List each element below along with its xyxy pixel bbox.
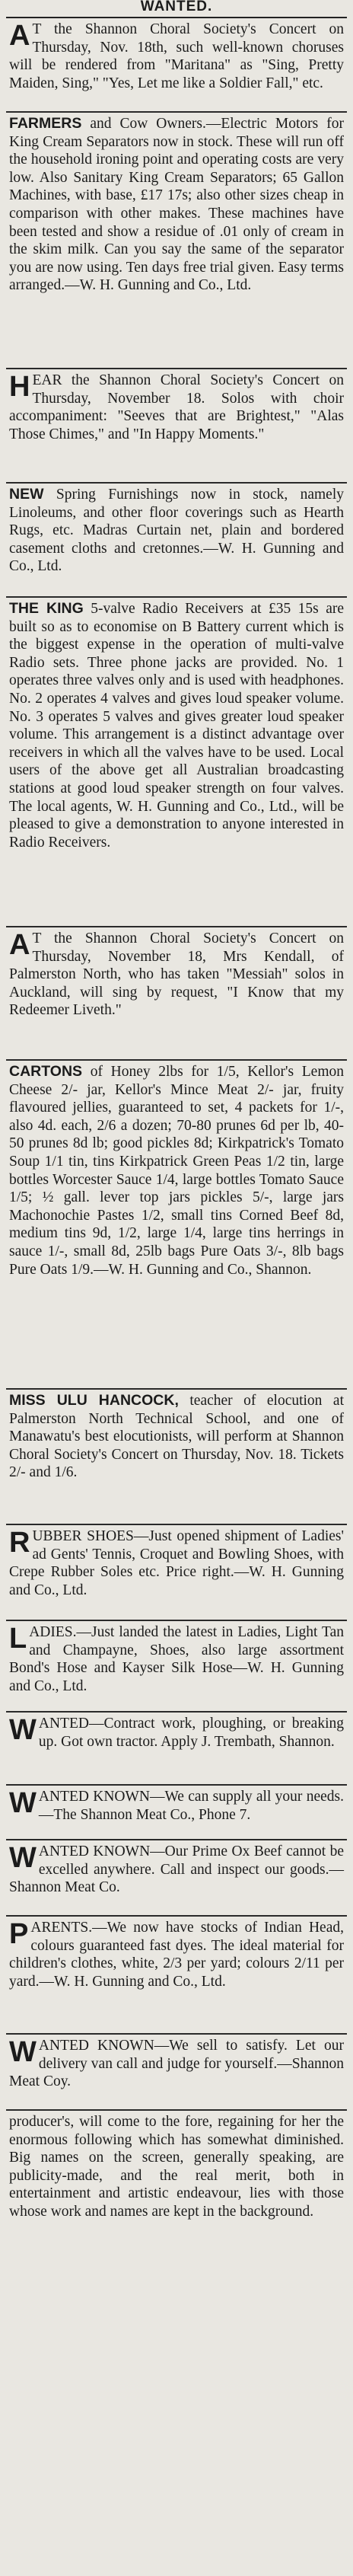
ad-text bbox=[9, 1843, 344, 1897]
ad-miss-hancock bbox=[6, 1390, 347, 1525]
ad-rubber-shoes bbox=[6, 1525, 347, 1621]
drop-cap: W bbox=[9, 2036, 37, 2068]
drop-cap: P bbox=[9, 1918, 29, 1950]
ad-body: and Cow Owners.—Electric Motors for King Cream Separators now in stock. These will run off the household ironing point and operating costs are very low. Also Sanitary King Cream Separators; 65 Gallon Machines, with base, £17 17s; also other sizes cheap in comparison with other makes. These machines have been tested and show a residue of .01 only of cream in the skim milk. Can you say the same of the separator you are now using. Ten days free trial given. Easy terms arranged.—W. H. Gunning and Co., Ltd. bbox=[9, 116, 344, 294]
ad-text bbox=[9, 1623, 344, 1695]
ad-spring-furnishings bbox=[6, 484, 347, 598]
ad-text bbox=[9, 486, 344, 576]
drop-cap: W bbox=[9, 1714, 37, 1746]
ad-meat-supply bbox=[6, 1786, 347, 1840]
drop-cap: W bbox=[9, 1787, 37, 1819]
ad-choral-messiah bbox=[6, 927, 347, 1061]
ad-lead: FARMERS bbox=[9, 115, 82, 132]
ad-text bbox=[9, 115, 344, 295]
article-continuation bbox=[6, 2111, 347, 2225]
ad-body: T the Shannon Choral Society's Concert on Thursday, Nov. 18th, such well-known choruses will be rendered from "Maritana" as "Sing, Pretty Maiden, Sing," "Yes, Let me like a Soldier Fall," etc. bbox=[9, 21, 344, 91]
ad-groceries bbox=[6, 1061, 347, 1390]
ad-body: ANTED—Contract work, ploughing, or breaking up. Got own tractor. Apply J. Trembath, Shannon. bbox=[38, 1716, 344, 1750]
ad-text bbox=[9, 1392, 344, 1482]
ad-lead: CARTONS bbox=[9, 1063, 83, 1080]
ad-body: Spring Furnishings now in stock, namely Linoleums, and other floor coverings such as Hearth Rugs, etc. Madras Curtain net, plain and bordered casement cloths and cretonnes.—W. H. Gunning and Co., Ltd. bbox=[9, 487, 345, 575]
section-header: WANTED. bbox=[140, 0, 213, 14]
ad-king-radio bbox=[6, 598, 347, 927]
drop-cap: L bbox=[9, 1623, 27, 1655]
ad-text bbox=[9, 21, 344, 92]
ad-ox-beef bbox=[6, 1840, 347, 1917]
drop-cap: A bbox=[9, 929, 30, 961]
ad-body: EAR the Shannon Choral Society's Concert on Thursday, November 18. Solos with choir accompaniment: "Seeves that are Brightest," "Alas Those Chimes," and "In Happy Moments." bbox=[9, 372, 344, 442]
ad-body: ARENTS.—We now have stocks of Indian Head, colours guaranteed fast dyes. The ideal material for children's clothes, white, 2/3 per yard; colours 2/11 per yard.—W. H. Gunning and Co., Ltd. bbox=[9, 1920, 344, 1990]
ad-cream-separators bbox=[6, 113, 347, 369]
ad-body: T the Shannon Choral Society's Concert on Thursday, November 18, Mrs Kendall, of Palmerston North, who has taken "Messiah" solos in Auckland, will sing by request, "I Know that my Redeemer Liveth." bbox=[9, 930, 344, 1019]
ad-text bbox=[9, 2113, 344, 2221]
ad-lead: NEW bbox=[9, 486, 44, 503]
ad-body: UBBER SHOES—Just opened shipment of Ladies' ad Gents' Tennis, Croquet and Bowling Shoes, with Crepe Rubber Soles etc. Price right.—W. H. Gunning and Co., Ltd. bbox=[9, 1528, 344, 1598]
drop-cap: H bbox=[9, 371, 30, 403]
drop-cap: W bbox=[9, 1842, 37, 1874]
drop-cap: A bbox=[9, 20, 30, 52]
ad-text bbox=[9, 1527, 344, 1599]
ad-text bbox=[9, 1715, 344, 1751]
ad-body: ANTED KNOWN—Our Prime Ox Beef cannot be excelled anywhere. Call and inspect our goods.—Shannon Meat Co. bbox=[9, 1843, 344, 1896]
ad-body: of Honey 2lbs for 1/5, Kellor's Lemon Cheese 2/- jar, Kellor's Mince Meat 2/- jar, fruity flavoured jellies, guaranteed to set, 4 packets for 1/-, also 4d. each, 2/6 a dozen; 70-80 prunes 6d per lb, 40-50 prunes 8d lb; good pickles 8d; Kirkpatrick's Tomato Soup 1/1 tin, tins Kirkpatrick Green Peas 1/2 tin, large bottles Worcester Sauce 1/4, large bottles Tomato Sauce 1/5; ½ gall. lever top jars pickles 5/-, large jars Machonochie Pastes 1/2, small tins Corned Beef 8d, medium tins 9d, 1/2, large 1/4, large tins herrings in sauce 1/-, small 8d, 25lb bags Pure Oats 3/-, 8lb bags Pure Oats 1/9.—W. H. Gunning and Co., Shannon. bbox=[9, 1064, 345, 1278]
ad-text bbox=[9, 930, 344, 1020]
ad-text bbox=[9, 1063, 344, 1278]
ad-body: 5-valve Radio Receivers at £35 15s are built so as to economise on B Battery current which is the biggest expense in the operation of multi-valve Radio sets. Three phone jacks are provided. No. 1 operates three valves only and is used with headphones. No. 2 operates 4 valves and gives loud speaker volume. No. 3 operates 5 valves and gives greater loud speaker volume. This arrangement is a distinct advantage over receivers in which all the valves have to be used. Local users of the above get all Australian broadcasting stations at good loud speaker strength on four valves. The local agents, W. H. Gunning and Co., Ltd., will be pleased to give a demonstration to anyone interested in Radio Receivers. bbox=[9, 601, 345, 851]
ad-body: ANTED KNOWN—We sell to satisfy. Let our delivery van call and judge for yourself.—Shannon Meat Coy. bbox=[9, 2038, 344, 2090]
ad-choral-maritana bbox=[6, 18, 347, 113]
ad-text bbox=[9, 600, 344, 851]
ad-body: ADIES.—Just landed the latest in Ladies, Light Tan and Champayne, Shoes, also large assortment Bond's Hose and Kayser Silk Hose—W. H. Gunning and Co., Ltd. bbox=[9, 1624, 344, 1694]
ad-contract-work bbox=[6, 1713, 347, 1786]
ad-indian-head bbox=[6, 1917, 347, 2035]
ad-text bbox=[9, 372, 344, 443]
ad-text bbox=[9, 1919, 344, 1990]
ad-ladies-shoes bbox=[6, 1621, 347, 1713]
drop-cap: R bbox=[9, 1527, 30, 1559]
ad-lead: THE KING bbox=[9, 600, 84, 617]
ad-body: producer's, will come to the fore, regaining for her the enormous following which has somewhat diminished. Big names on the screen, generally speaking, are publicity-made, and the real merit, both in entertainment and artistic endeavour, lies with those whose work and names are kept in the background. bbox=[9, 2114, 344, 2220]
ad-body: ANTED KNOWN—We can supply all your needs.—The Shannon Meat Co., Phone 7. bbox=[38, 1789, 344, 1823]
ad-text bbox=[9, 2037, 344, 2091]
ad-text bbox=[9, 1788, 344, 1824]
ad-lead: MISS ULU HANCOCK, bbox=[9, 1392, 179, 1409]
ad-meat-delivery bbox=[6, 2035, 347, 2111]
ad-choral-solos bbox=[6, 369, 347, 484]
ad-body: teacher of elocution at Palmerston North Technical School, and one of Manawatu's best elocutionists, will perform at Shannon Choral Society's Concert on Thursday, Nov. 18. Tickets 2/- and 1/6. bbox=[9, 1393, 344, 1481]
